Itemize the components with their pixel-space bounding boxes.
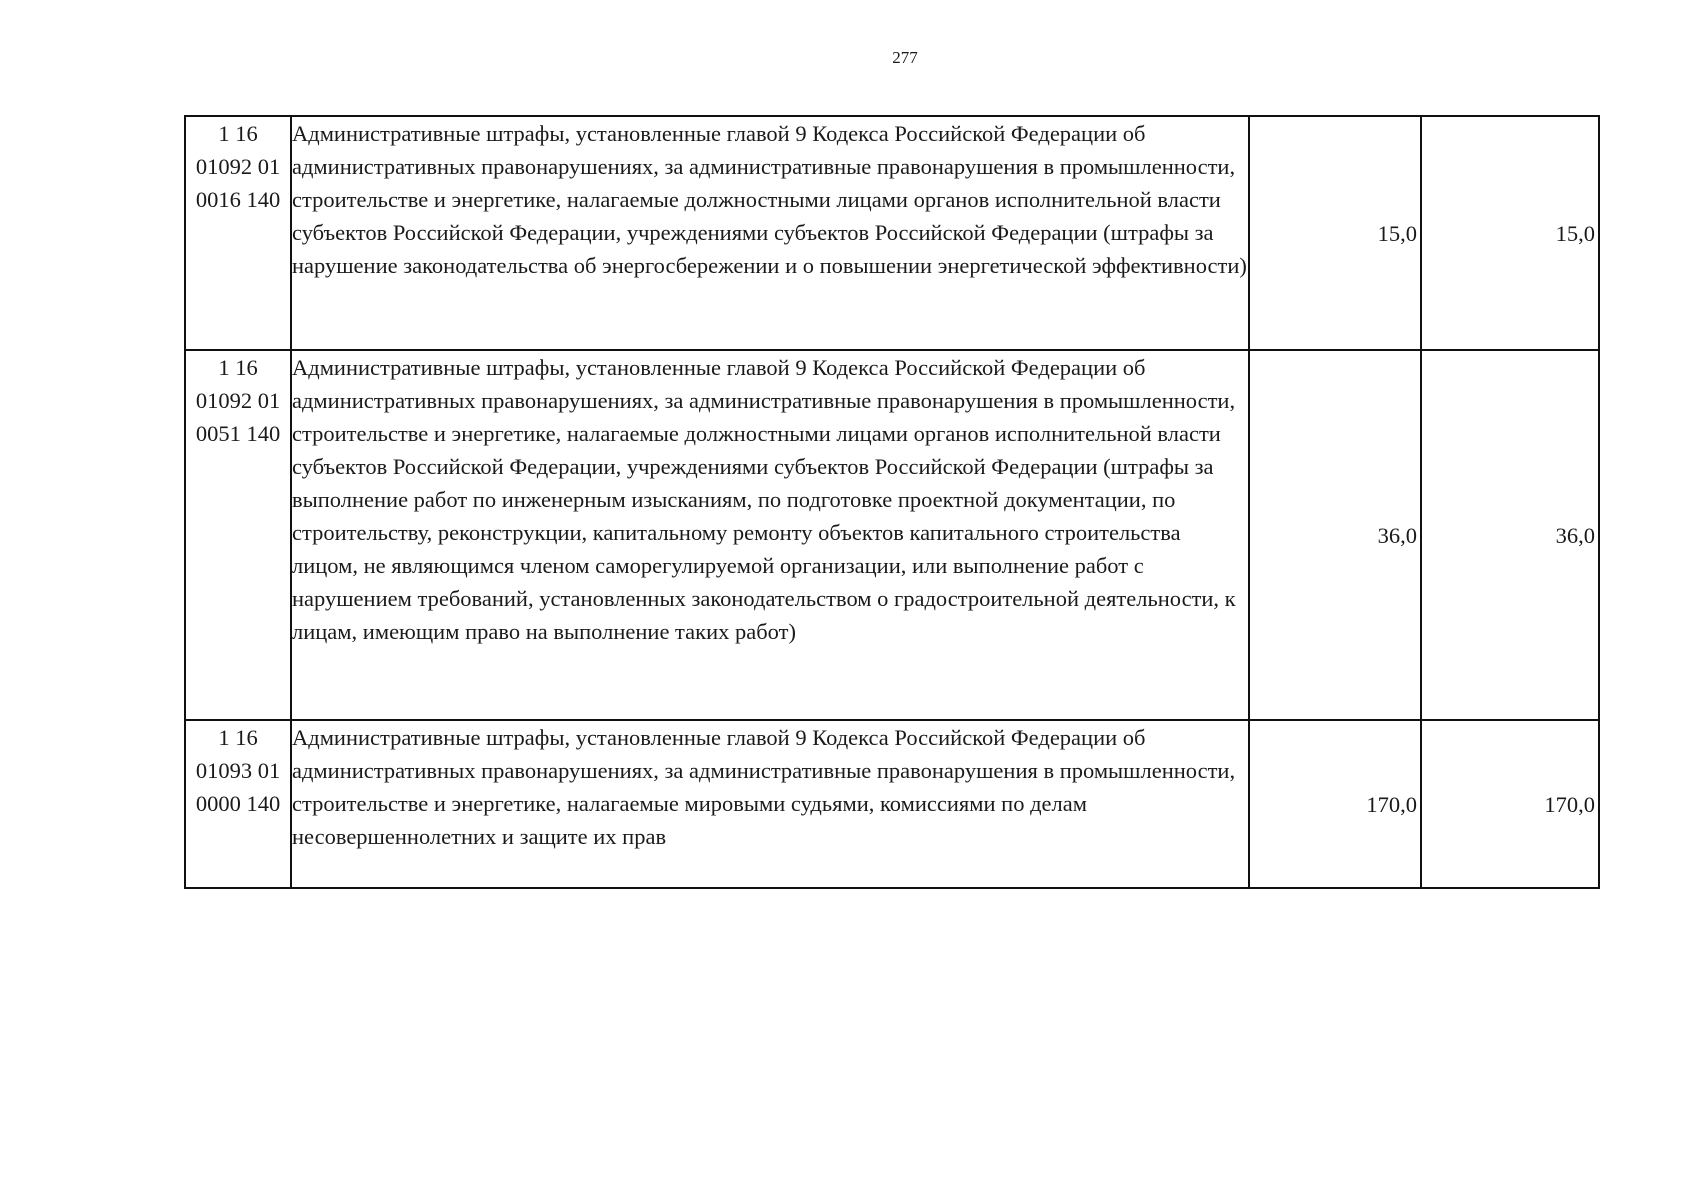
page-number: 277 [892, 48, 918, 67]
description-cell: Административные штрафы, установленные главой 9 Кодекса Российской Федерации об административных правонарушениях, за административные правонарушения в промышленности, строительстве и энергетике, налагаемые мировыми судьями, комиссиями по делам несовершеннолетних и защите их прав [291, 720, 1249, 888]
value-cell-2: 170,0 [1421, 720, 1599, 888]
budget-code-line: 01093 01 [195, 758, 281, 783]
budget-code-line: 0051 140 [195, 421, 281, 446]
budget-code-cell [185, 350, 291, 720]
description-cell: Административные штрафы, установленные главой 9 Кодекса Российской Федерации об административных правонарушениях, за административные правонарушения в промышленности, строительстве и энергетике, налагаемые должностными лицами органов исполнительной власти субъектов Российской Федерации, учреждениями субъектов Российской Федерации (штрафы за выполнение работ по инженерным изысканиям, по подготовке проектной документации, по строительству, реконструкции, капитальному ремонту объектов капитального строительства лицом, не являющимся членом саморегулируемой организации, или выполнение работ с нарушением требований, установленных законодательством о градостроительной деятельности, к лицам, имеющим право на выполнение таких работ) [291, 350, 1249, 720]
budget-code-line: 1 16 [218, 355, 258, 380]
budget-code-line: 0016 140 [195, 187, 281, 212]
description-cell: Административные штрафы, установленные главой 9 Кодекса Российской Федерации об административных правонарушениях, за административные правонарушения в промышленности, строительстве и энергетике, налагаемые должностными лицами органов исполнительной власти субъектов Российской Федерации, учреждениями субъектов Российской Федерации (штрафы за нарушение законодательства об энергосбережении и о повышении энергетической эффективности) [291, 116, 1249, 350]
budget-code-line: 01092 01 [195, 388, 281, 413]
value-cell-2: 15,0 [1421, 116, 1599, 350]
value-cell-2: 36,0 [1421, 350, 1599, 720]
table-row [185, 350, 1599, 720]
value-cell-1: 15,0 [1249, 116, 1421, 350]
budget-code-line: 1 16 [218, 121, 258, 146]
value-cell-1: 170,0 [1249, 720, 1421, 888]
budget-table [184, 115, 1600, 889]
budget-code-line: 0000 140 [195, 791, 281, 816]
budget-code-cell [185, 116, 291, 350]
value-cell-1: 36,0 [1249, 350, 1421, 720]
table-row [185, 720, 1599, 888]
budget-code-line: 01092 01 [195, 154, 281, 179]
budget-code-cell [185, 720, 291, 888]
budget-code-line: 1 16 [218, 725, 258, 750]
table-row [185, 116, 1599, 350]
